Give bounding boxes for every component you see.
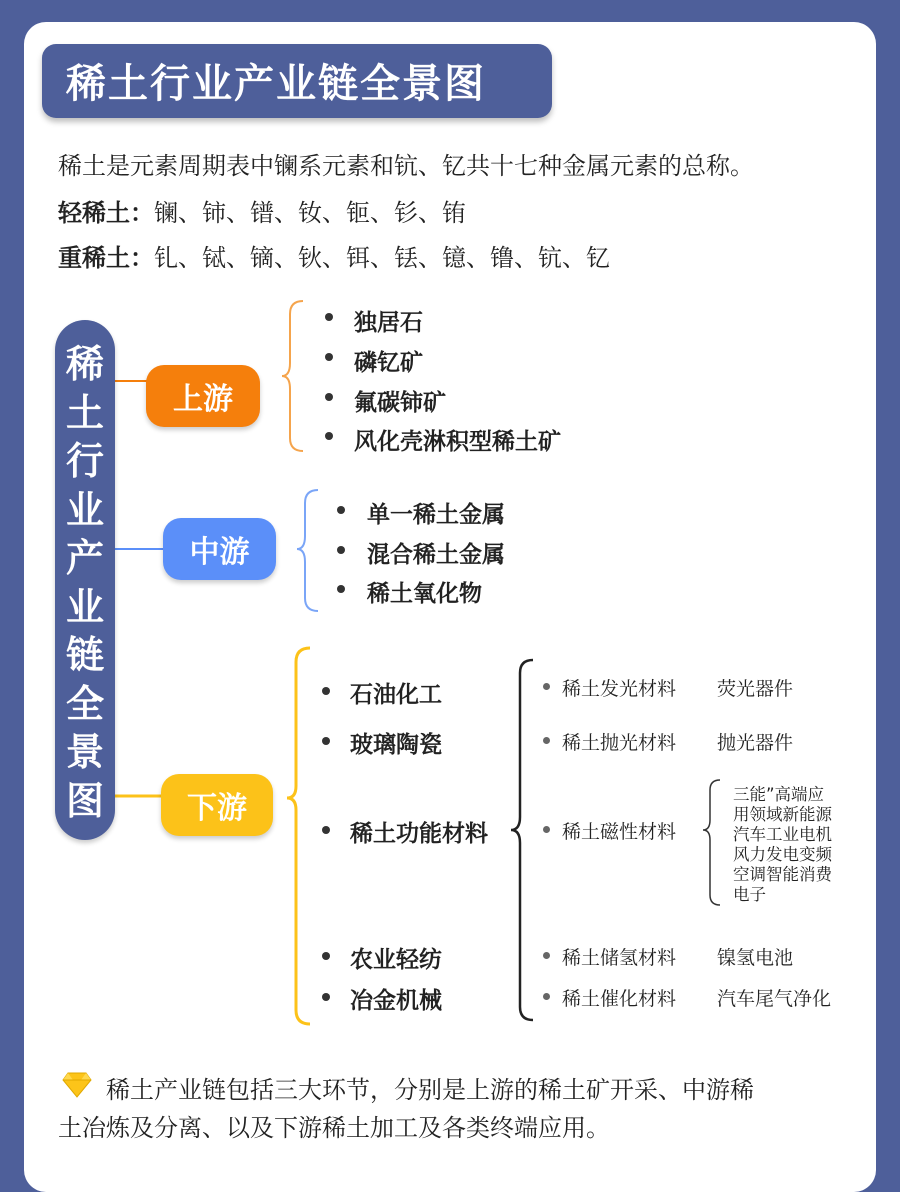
upstream-item: 风化壳淋积型稀土矿 <box>354 429 561 455</box>
upstream-item: 氟碳铈矿 <box>354 390 446 416</box>
upstream-item: 独居石 <box>354 310 423 336</box>
bullet-dot <box>337 546 345 554</box>
upstream-bracket <box>282 301 303 451</box>
midstream-pill: 中游 <box>163 518 276 580</box>
heavy-items: 钆、铽、镝、钬、铒、铥、镱、镥、钪、钇 <box>154 244 610 272</box>
material-use: 抛光器件 <box>717 732 794 754</box>
bullet-dot <box>337 585 345 593</box>
intro-definition: 稀土是元素周期表中镧系元素和钪、钇共十七种金属元素的总称。 <box>58 152 754 180</box>
diamond-icon <box>62 1072 92 1098</box>
diagram-root-label: 稀土行业产业链全景图 <box>65 342 104 823</box>
downstream-item: 石油化工 <box>350 682 442 708</box>
bullet-dot <box>322 687 330 695</box>
page-title: 稀土行业产业链全景图 <box>66 61 486 107</box>
heavy-label: 重稀土： <box>58 244 154 272</box>
magnetic-use-line: 汽车工业电机 <box>733 825 832 844</box>
midstream-item: 单一稀土金属 <box>367 502 505 528</box>
magnetic-use-line: 风力发电变频 <box>733 845 832 864</box>
bullet-dot <box>322 993 330 1001</box>
material-name: 稀土储氢材料 <box>562 947 677 969</box>
material-use: 荧光器件 <box>717 678 794 700</box>
bullet-dot <box>543 826 550 833</box>
downstream-item: 玻璃陶瓷 <box>350 732 442 758</box>
bullet-dot <box>325 353 333 361</box>
midstream-bracket <box>297 490 318 611</box>
bullet-dot <box>543 993 550 1000</box>
footer-line-1: 稀土产业链包括三大环节，分别是上游的稀土矿开采、中游稀 <box>106 1076 754 1104</box>
magnetic-use-line: 三能”高端应 <box>733 785 825 804</box>
downstream-item: 冶金机械 <box>350 988 442 1014</box>
material-use: 汽车尾气净化 <box>717 988 832 1010</box>
midstream-item: 混合稀土金属 <box>367 542 505 568</box>
bullet-dot <box>325 432 333 440</box>
bullet-dot <box>325 393 333 401</box>
bullet-dot <box>543 683 550 690</box>
material-use: 镍氢电池 <box>717 947 794 969</box>
material-name: 稀土抛光材料 <box>562 732 677 754</box>
material-name: 稀土磁性材料 <box>562 821 677 843</box>
material-name: 稀土催化材料 <box>562 988 677 1010</box>
upstream-item: 磷钇矿 <box>354 350 423 376</box>
bullet-dot <box>543 952 550 959</box>
bullet-dot <box>325 313 333 321</box>
downstream-item: 稀土功能材料 <box>350 821 488 847</box>
bullet-dot <box>322 952 330 960</box>
light-items: 镧、铈、镨、钕、钷、钐、铕 <box>154 199 466 227</box>
upstream-pill: 上游 <box>146 365 260 427</box>
light-label: 轻稀土： <box>58 199 154 227</box>
midstream-item: 稀土氧化物 <box>367 581 482 607</box>
bullet-dot <box>322 737 330 745</box>
material-name: 稀土发光材料 <box>562 678 677 700</box>
magnetic-bracket <box>703 780 720 905</box>
downstream-item: 农业轻纺 <box>350 947 442 973</box>
bullet-dot <box>337 506 345 514</box>
bullet-dot <box>543 737 550 744</box>
downstream-pill: 下游 <box>161 774 273 836</box>
functional-materials-bracket <box>511 660 533 1020</box>
magnetic-use-line: 空调智能消费 <box>733 865 832 884</box>
magnetic-use-line: 用领域新能源 <box>733 805 832 824</box>
bullet-dot <box>322 826 330 834</box>
magnetic-use-line: 电子 <box>733 885 766 904</box>
footer-line-2: 土冶炼及分离、以及下游稀土加工及各类终端应用。 <box>58 1114 610 1142</box>
downstream-bracket <box>287 648 310 1024</box>
